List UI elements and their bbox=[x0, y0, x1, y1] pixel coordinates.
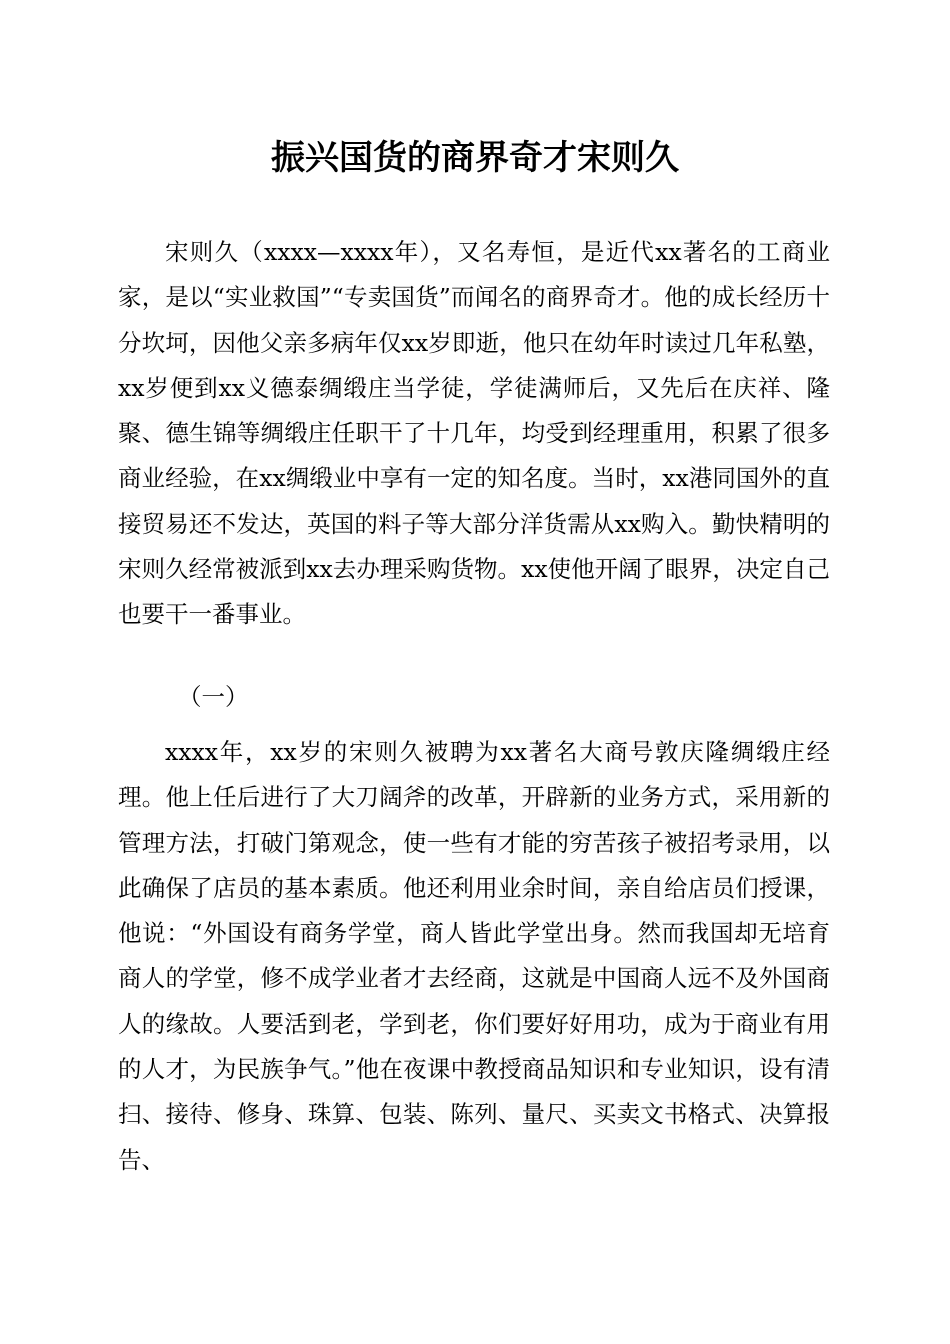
section-heading: （一） bbox=[178, 683, 249, 711]
document-title: 振兴国货的商界奇才宋则久 bbox=[271, 138, 679, 178]
paragraph-section-one: xxxx年，xx岁的宋则久被聘为xx著名大商号敦庆隆绸缎庄经理。他上任后进行了大刀阔斧的改革，开辟新的业务方式，采用新的管理方法，打破门第观念，使一些有才能的穷苦孩子被招考录用，以此确保了店员的基本素质。他还利用业余时间，亲自给店员们授课，他说：“外国设有商务学堂，商人皆此学堂出身。然而我国却无培育商人的学堂，修不成学业者才去经商，这就是中国商人远不及外国商人的缘故。人要活到老，学到老，你们要好好用功，成为于商业有用的人才，为民族争气。”他在夜课中教授商品知识和专业知识，设有清扫、接待、修身、珠算、包装、陈列、量尺、买卖文书格式、决算报告、 bbox=[118, 738, 830, 1174]
paragraph-intro: 宋则久（xxxx—xxxx年），又名寿恒，是近代xx著名的工商业家，是以“实业救国”“专卖国货”而闻名的商界奇才。他的成长经历十分坎坷，因他父亲多病年仅xx岁即逝，他只在幼年时读过几年私塾，xx岁便到xx义德泰绸缎庄当学徒，学徒满师后，又先后在庆祥、隆聚、德生锦等绸缎庄任职干了十几年，均受到经理重用，积累了很多商业经验，在xx绸缎业中享有一定的知名度。当时，xx港同国外的直接贸易还不发达，英国的料子等大部分洋货需从xx购入。勤快精明的宋则久经常被派到xx去办理采购货物。xx使他开阔了眼界，决定自己也要干一番事业。 bbox=[118, 238, 830, 629]
